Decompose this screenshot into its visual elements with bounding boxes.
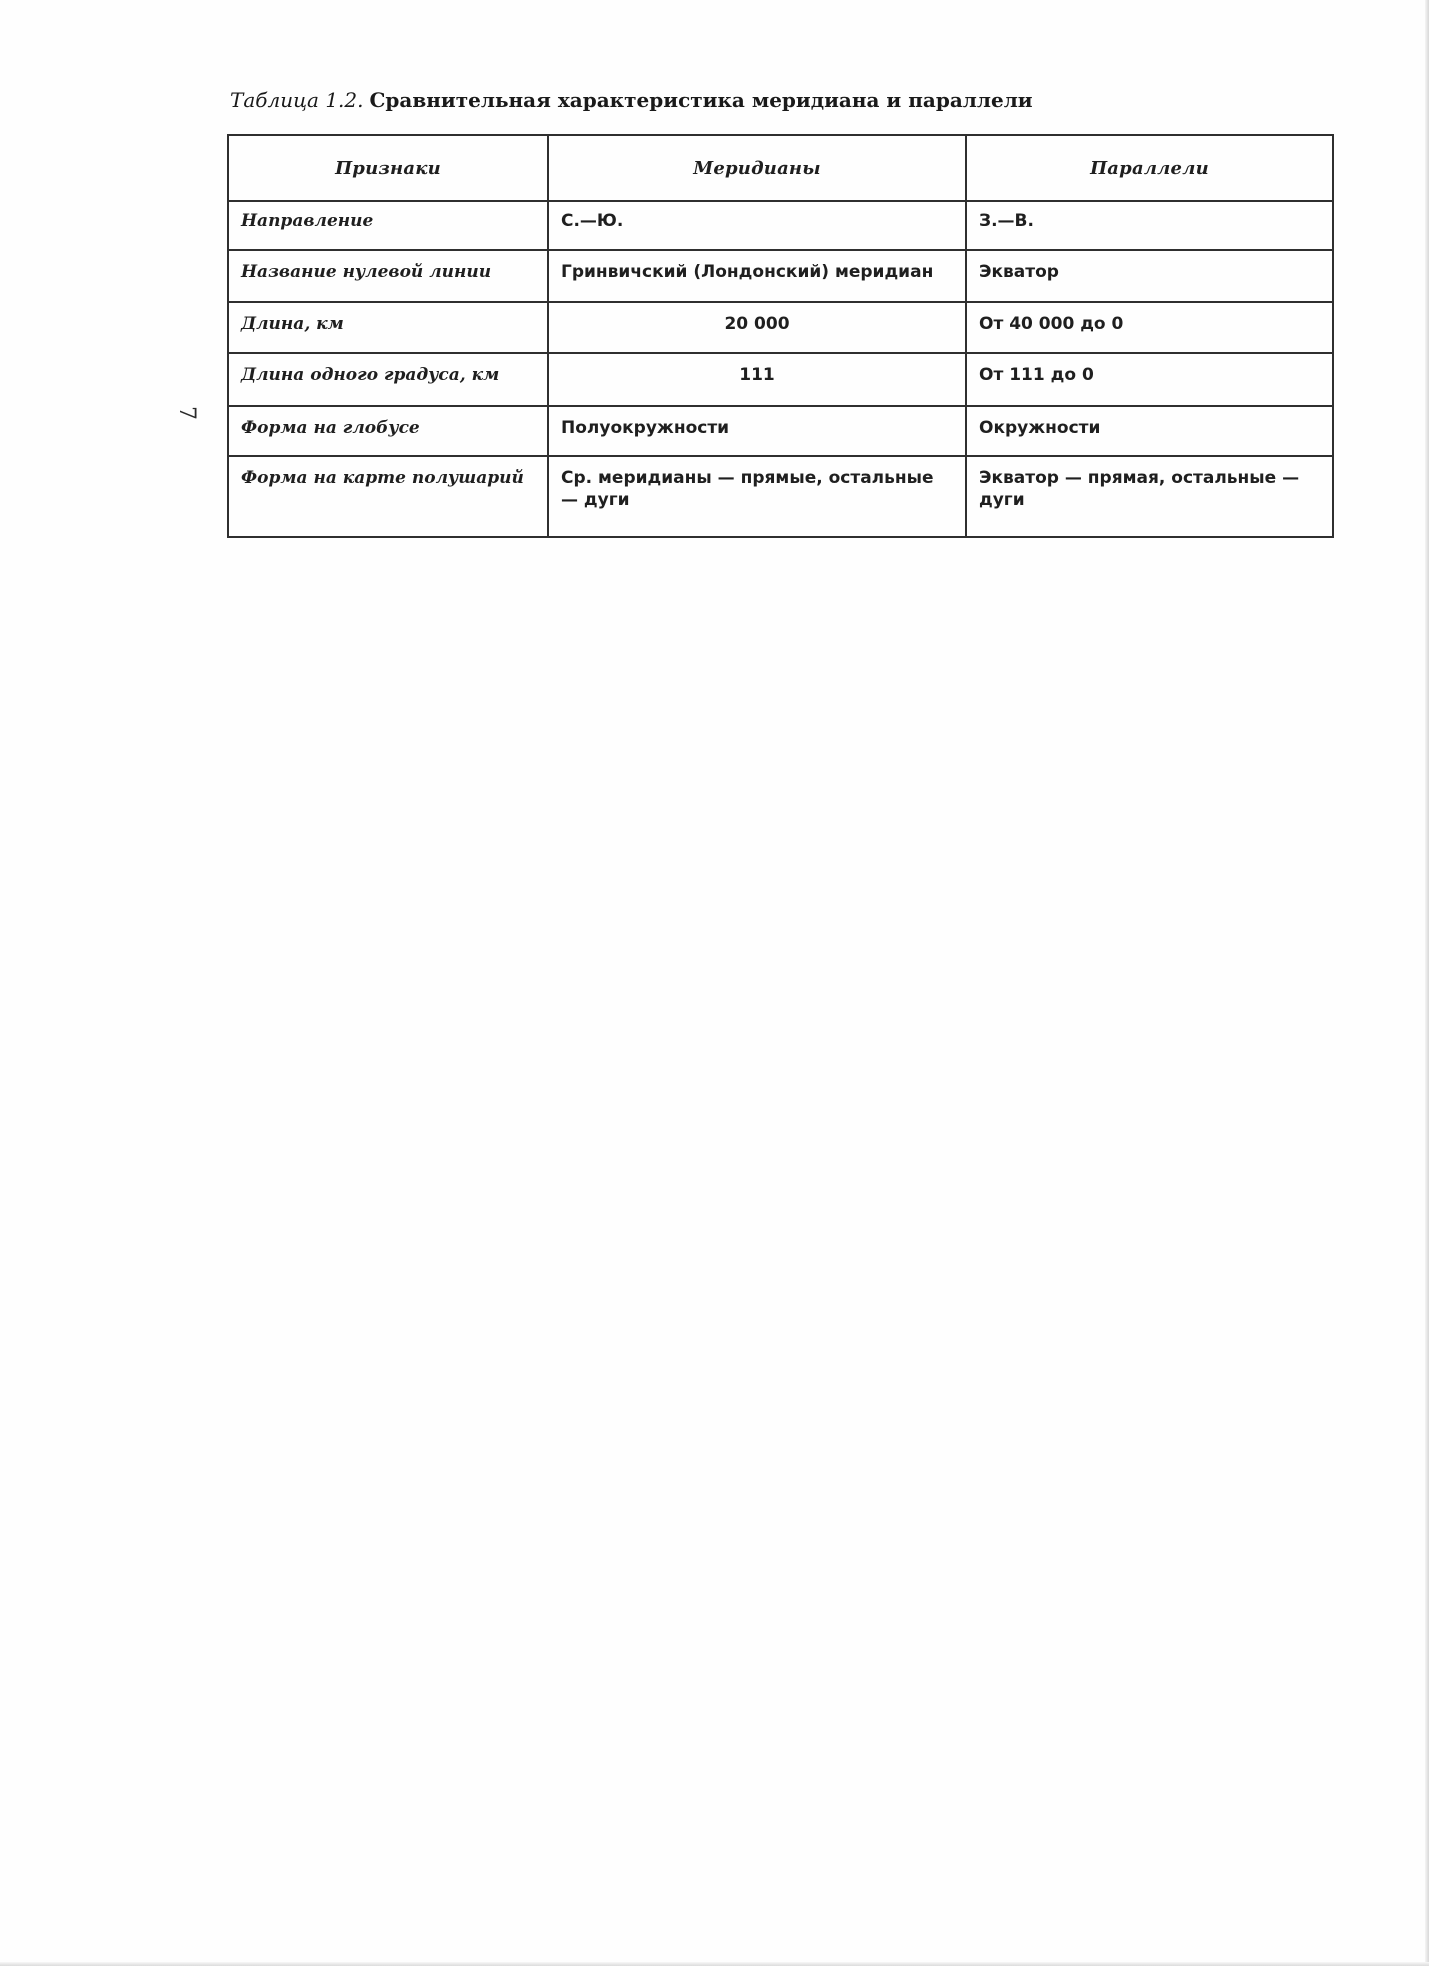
header-meridians: Меридианы — [548, 135, 966, 201]
scan-edge-right — [1425, 0, 1429, 1966]
table-row — [228, 406, 1333, 456]
row-sign-direction: Направление — [228, 201, 548, 250]
row-parallels-length: От 40 000 до 0 — [966, 302, 1333, 353]
table-caption-label: Таблица 1.2. — [230, 88, 364, 112]
table-row — [228, 456, 1333, 537]
row-sign-zero-line: Название нулевой линии — [228, 250, 548, 302]
row-meridians-zero-line: Гринвичский (Лондонский) меридиан — [548, 250, 966, 302]
row-meridians-direction: С.—Ю. — [548, 201, 966, 250]
header-parallels: Параллели — [966, 135, 1333, 201]
row-meridians-length: 20 000 — [548, 302, 966, 353]
table-row — [228, 302, 1333, 353]
row-parallels-degree-length: От 111 до 0 — [966, 353, 1333, 406]
table-header-row — [228, 135, 1333, 201]
row-meridians-globe-shape: Полуокружности — [548, 406, 966, 456]
comparison-table — [227, 134, 1334, 538]
row-sign-globe-shape: Форма на глобусе — [228, 406, 548, 456]
row-sign-length: Длина, км — [228, 302, 548, 353]
row-sign-degree-length: Длина одного градуса, км — [228, 353, 548, 406]
table-row — [228, 250, 1333, 302]
row-sign-map-shape: Форма на карте полушарий — [228, 456, 548, 537]
row-parallels-direction: З.—В. — [966, 201, 1333, 250]
row-parallels-map-shape: Экватор — прямая, остальные — дуги — [966, 456, 1333, 537]
scan-edge-bottom — [0, 1962, 1429, 1966]
table-row — [228, 201, 1333, 250]
row-parallels-globe-shape: Окружности — [966, 406, 1333, 456]
table-caption — [230, 88, 1330, 112]
table-caption-text: Сравнительная характеристика меридиана и параллели — [369, 88, 1033, 112]
row-parallels-zero-line: Экватор — [966, 250, 1333, 302]
header-signs: Признаки — [228, 135, 548, 201]
page-number: 7 — [174, 406, 199, 420]
table-row — [228, 353, 1333, 406]
row-meridians-map-shape: Ср. меридианы — прямые, остальные — дуги — [548, 456, 966, 537]
row-meridians-degree-length: 111 — [548, 353, 966, 406]
